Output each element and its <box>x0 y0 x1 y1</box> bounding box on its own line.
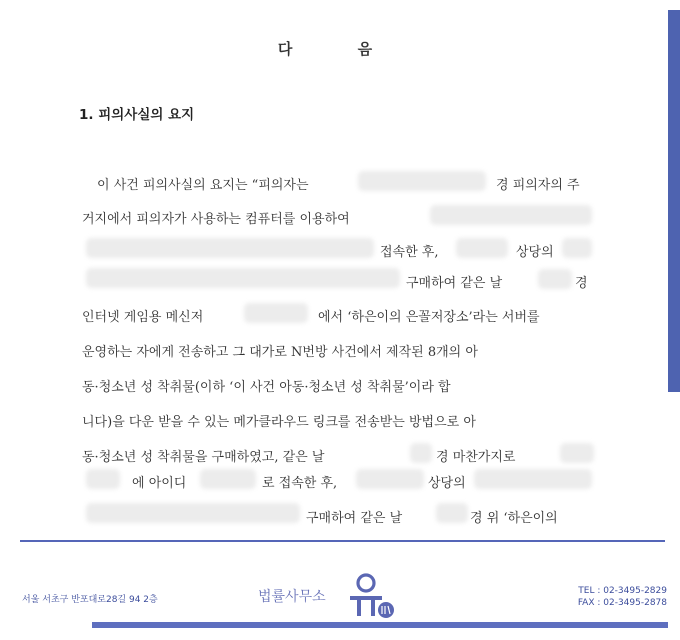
redaction <box>456 238 508 258</box>
body-line-1b: 경 피의자의 주 <box>496 178 580 193</box>
body-line-8: 니다)을 다운 받을 수 있는 메가클라우드 링크를 전송받는 방법으로 아 <box>82 415 476 430</box>
redaction <box>410 443 432 463</box>
body-line-10c: 상당의 <box>428 476 466 491</box>
redaction <box>244 303 308 323</box>
body-line-1a: 이 사건 피의사실의 요지는 “피의자는 <box>97 178 309 193</box>
redaction <box>436 503 468 523</box>
document-heading: 다 음 <box>277 40 403 58</box>
redaction <box>560 443 594 463</box>
body-line-7: 동·청소년 성 착취물(이하 ‘이 사건 아동·청소년 성 착취물’이라 합 <box>82 380 451 395</box>
body-line-4a: 구매하여 같은 날 <box>406 276 503 291</box>
body-line-3a: 접속한 후, <box>380 245 439 260</box>
redaction <box>86 238 374 258</box>
body-line-9a: 동·청소년 성 착취물을 구매하였고, 같은 날 <box>82 450 325 465</box>
body-line-5b: 에서 ‘하은이의 은꼴저장소’라는 서버를 <box>318 310 540 325</box>
body-line-10a: 에 아이디 <box>132 476 187 491</box>
body-line-3b: 상당의 <box>516 245 554 260</box>
body-line-9b: 경 마찬가지로 <box>436 450 516 465</box>
body-line-11a: 구매하여 같은 날 <box>306 511 403 526</box>
redaction <box>358 171 486 191</box>
footer-bottom-bar <box>92 622 668 628</box>
body-line-4b: 경 <box>575 276 588 291</box>
body-line-2: 거지에서 피의자가 사용하는 컴퓨터를 이용하여 <box>82 212 350 227</box>
footer-tel: TEL : 02-3495-2829 <box>578 586 667 596</box>
logo-mark-icon <box>346 572 396 620</box>
body-line-6: 운영하는 자에게 전송하고 그 대가로 N번방 사건에서 제작된 8개의 아 <box>82 345 478 360</box>
redaction <box>538 269 572 289</box>
section-title: 1. 피의사실의 요지 <box>79 107 195 123</box>
body-line-10b: 로 접속한 후, <box>262 476 338 491</box>
redaction <box>200 469 256 489</box>
body-line-5a: 인터넷 게임용 메신저 <box>82 310 204 325</box>
logo-text: 법률사무소 <box>258 589 326 605</box>
side-color-strip <box>668 10 680 392</box>
footer-contact <box>578 585 667 609</box>
redaction <box>430 205 592 225</box>
redaction <box>86 469 120 489</box>
law-firm-logo <box>258 572 418 620</box>
redaction <box>474 469 592 489</box>
redaction <box>86 268 400 288</box>
redaction <box>562 238 592 258</box>
redaction <box>356 469 424 489</box>
redaction <box>86 503 300 523</box>
footer-fax: FAX : 02-3495-2878 <box>577 598 667 608</box>
body-line-11b: 경 위 ‘하은이의 <box>470 511 558 526</box>
footer-divider <box>20 540 665 542</box>
footer-address: 서울 서초구 반포대로28길 94 2층 <box>22 595 158 605</box>
